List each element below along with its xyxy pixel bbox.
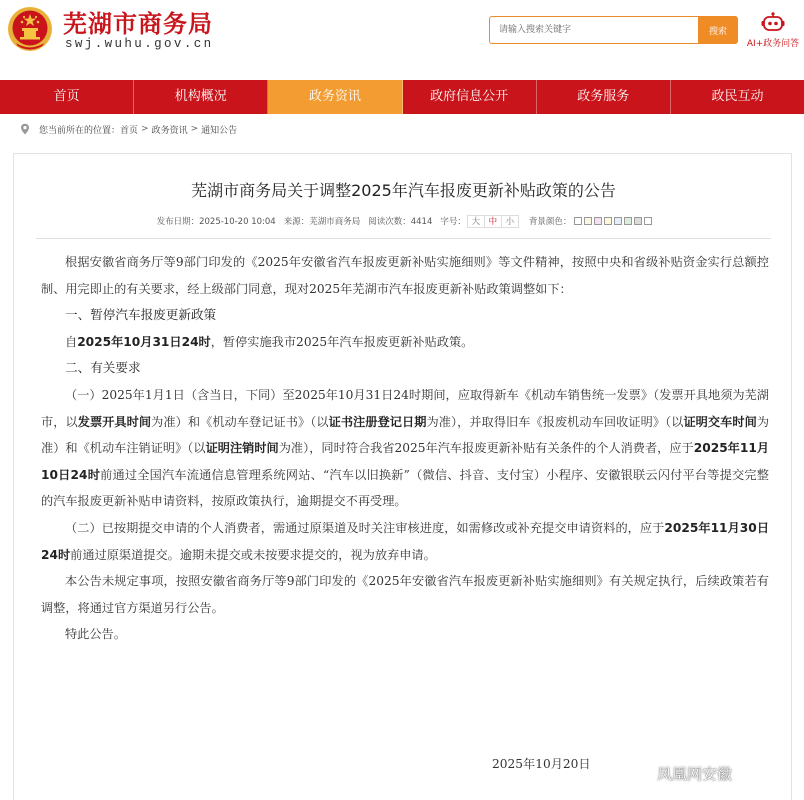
body-paragraph: （二）已按期提交申请的个人消费者，需通过原渠道及时关注审核进度，如需修改或补充提交申请资料的，应于2025年11月30日24时前通过原渠道提交。逾期未提交或未按要求提交的，视为放弃申请。 xyxy=(41,520,770,562)
font-size-medium[interactable]: 中 xyxy=(484,215,502,228)
article-body xyxy=(41,249,769,648)
ai-qa-button[interactable] xyxy=(742,12,804,50)
body-paragraph: 本公告未规定事项，按照安徽省商务厅等9部门印发的《2025年安徽省汽车报废更新补贴实施细则》有关规定执行，后续政策若有调整，将通过官方渠道另行公告。 xyxy=(41,574,769,615)
site-header xyxy=(0,0,804,80)
bg-color-swatch[interactable] xyxy=(644,217,652,225)
bg-color-swatch[interactable] xyxy=(604,217,612,225)
watermark xyxy=(636,762,732,784)
bg-color-label: 背景颜色： xyxy=(528,217,572,227)
section-heading: 一、暂停汽车报废更新政策 xyxy=(65,307,217,323)
bold-text: 证明注销时间 xyxy=(205,441,279,456)
section-heading: 二、有关要求 xyxy=(65,360,141,376)
bg-color-swatch[interactable] xyxy=(614,217,622,225)
nav-item-organization[interactable]: 机构概况 xyxy=(134,80,268,114)
bold-text: 2025年11月10日24时 xyxy=(41,441,770,482)
bold-text: 证明交车时间 xyxy=(683,414,757,429)
bg-color-swatch[interactable] xyxy=(634,217,642,225)
body-paragraph: 特此公告。 xyxy=(65,627,126,642)
breadcrumb-notices[interactable]: 通知公告 xyxy=(201,125,238,136)
nav-item-news[interactable]: 政务资讯 xyxy=(268,80,402,114)
article-card xyxy=(13,153,792,800)
body-paragraph: 自2025年10月31日24时，暂停实施我市2025年汽车报废更新补贴政策。 xyxy=(65,334,474,349)
national-emblem-icon xyxy=(7,6,53,52)
publish-date: 发布日期：2025-10-20 10:04 xyxy=(156,217,276,227)
font-size-label: 字号： xyxy=(440,217,466,227)
nav-item-home[interactable]: 首页 xyxy=(0,80,134,114)
site-title[interactable]: 芜湖市商务局 xyxy=(63,10,213,38)
bold-text: 2025年11月30日24时 xyxy=(41,520,770,562)
title-divider xyxy=(36,238,771,239)
breadcrumb-prefix: 您当前所在的位置： xyxy=(39,125,121,136)
bg-color-swatch[interactable] xyxy=(594,217,602,225)
bold-text: 2025年10月31日24时 xyxy=(77,334,211,349)
breadcrumb-separator: > xyxy=(190,124,199,134)
bg-color-swatch[interactable] xyxy=(584,217,592,225)
article-source: 来源：芜湖市商务局 xyxy=(283,217,361,227)
font-size-small[interactable]: 小 xyxy=(501,215,519,228)
main-nav xyxy=(0,80,804,114)
font-size-switch xyxy=(468,215,519,228)
breadcrumb-separator: > xyxy=(141,124,149,134)
breadcrumb-home[interactable]: 首页 xyxy=(120,125,139,136)
bg-color-swatch[interactable] xyxy=(574,217,582,225)
watermark-text: 凤凰网安徽 xyxy=(657,764,733,783)
location-pin-icon xyxy=(19,123,31,135)
search-input[interactable] xyxy=(489,16,699,44)
body-paragraph: （一）2025年1月1日（含当日，下同）至2025年10月31日24时期间，应取得新车《机动车销售统一发票》（发票开具地须为芜湖市，以发票开具时间为准）和《机动车登记证书》（以证书注册登记日期为准），并取得旧车《报废机动车回收证明》（以证明交车时间为准）和《机动车注销证明》（以证明注销时间为准），同时符合我省2025年汽车报废更新补贴有关条件的个人消费者，应于2025年11月10日24时前通过全国汽车流通信息管理系统网站、“汽车以旧换新”（微信、抖音、支付宝）小程序、安徽银联云闪付平台等提交完整的汽车报废更新补贴申请资料，按原政策执行，逾期提交不再受理。 xyxy=(41,387,770,509)
body-paragraph: 根据安徽省商务厅等9部门印发的《2025年安徽省汽车报废更新补贴实施细则》等文件精神，按照中央和省级补贴资金实行总额控制、用完即止的有关要求，经上级部门同意，现对2025年芜湖市汽车报废更新补贴政策调整如下： xyxy=(41,255,769,296)
article-title: 芜湖市商务局关于调整2025年汽车报废更新补贴政策的公告 xyxy=(191,181,616,200)
phoenix-logo-icon xyxy=(636,764,654,782)
search-button[interactable]: 搜索 xyxy=(698,16,738,44)
breadcrumb xyxy=(19,120,237,138)
bg-color-swatches xyxy=(574,217,654,225)
article-meta xyxy=(14,214,793,228)
view-count: 阅读次数：4414 xyxy=(368,217,433,227)
nav-item-services[interactable]: 政务服务 xyxy=(537,80,671,114)
nav-item-interaction[interactable]: 政民互动 xyxy=(711,89,764,104)
signature-date: 2025年10月20日 xyxy=(492,757,591,771)
ai-qa-label: AI+政务问答 xyxy=(746,39,800,49)
robot-icon xyxy=(761,12,785,34)
font-size-large[interactable]: 大 xyxy=(467,215,485,228)
bold-text: 发票开具时间 xyxy=(77,414,152,429)
bg-color-swatch[interactable] xyxy=(624,217,632,225)
nav-item-info-disclosure[interactable]: 政府信息公开 xyxy=(403,80,537,114)
breadcrumb-news[interactable]: 政务资讯 xyxy=(151,125,188,136)
bold-text: 证书注册登记日期 xyxy=(328,414,427,429)
site-domain: swj.wuhu.gov.cn xyxy=(65,37,214,51)
